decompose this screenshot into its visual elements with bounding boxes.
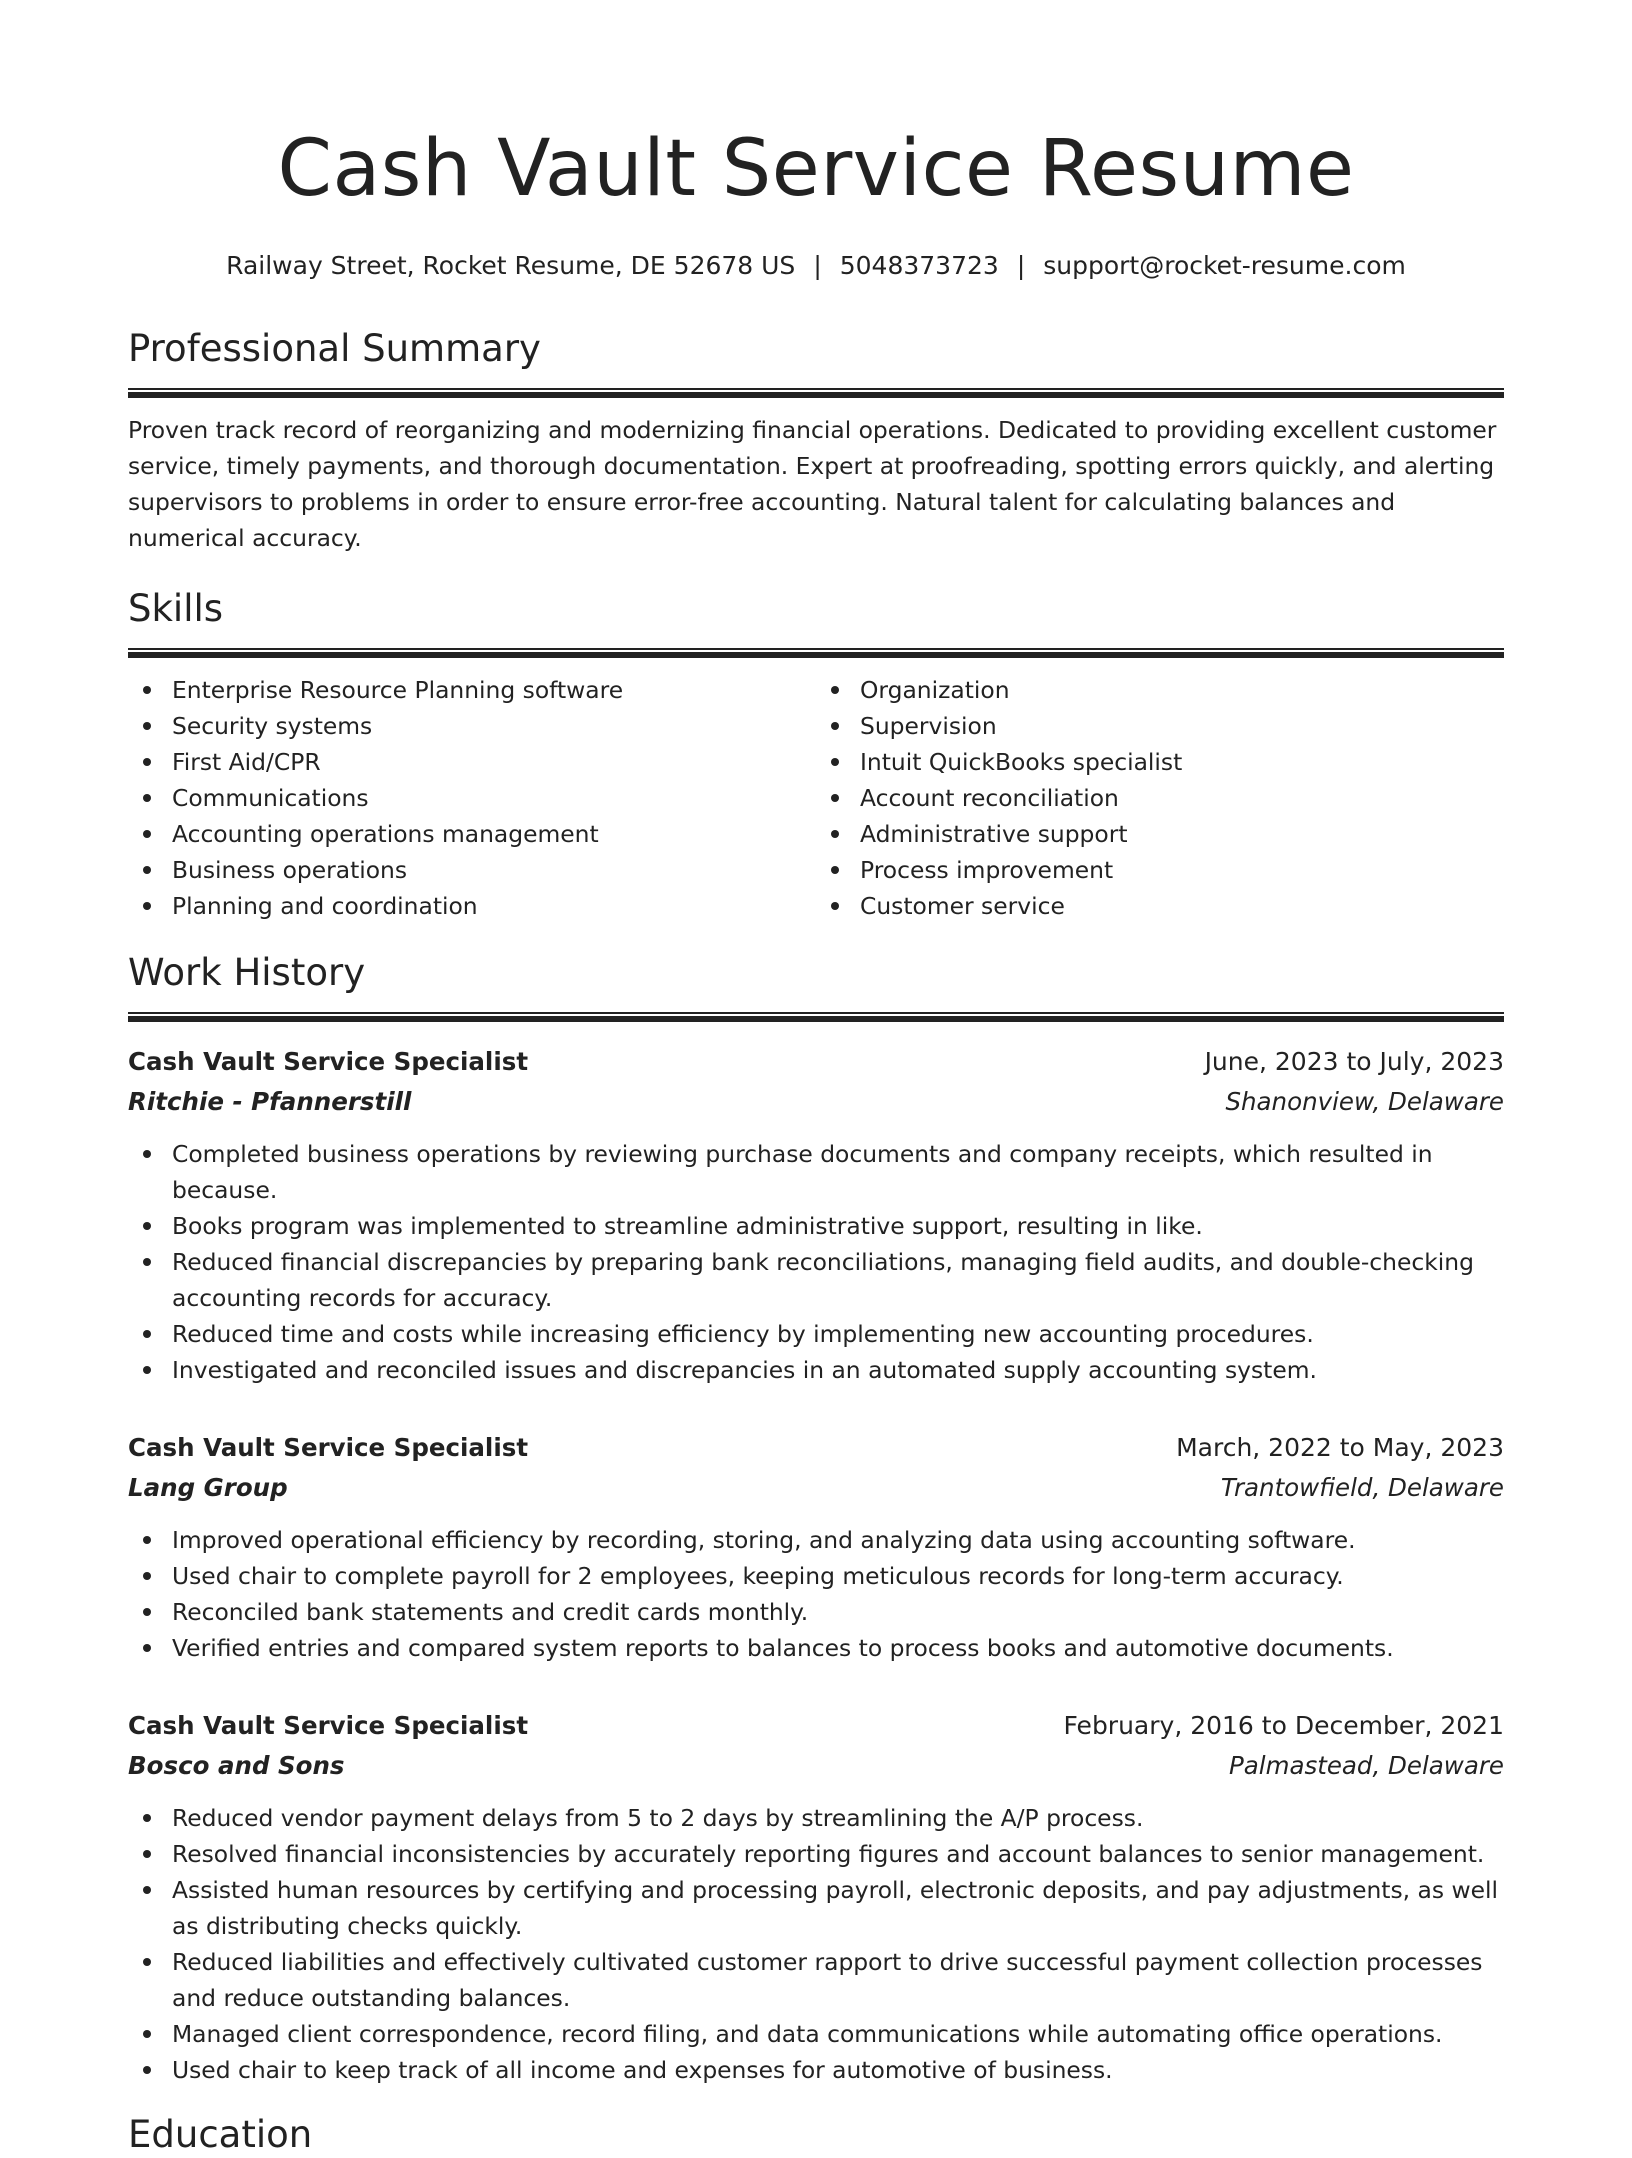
job-title: Cash Vault Service Specialist (128, 1711, 529, 1740)
job-location: Palmastead, Delaware (1228, 1751, 1504, 1780)
skill-item: Enterprise Resource Planning software (128, 672, 816, 708)
job-entry (128, 1706, 1504, 2088)
job-header (128, 1042, 1504, 1082)
job-bullets (128, 1136, 1504, 1388)
job-bullet: Resolved financial inconsistencies by accurately reporting figures and account balances to senior management. (128, 1836, 1504, 1872)
job-dates: March, 2022 to May, 2023 (1176, 1433, 1504, 1462)
job-bullets (128, 1800, 1504, 2088)
job-header (128, 1428, 1504, 1468)
skill-item: First Aid/CPR (128, 744, 816, 780)
job-bullet: Assisted human resources by certifying and processing payroll, electronic deposits, and pay adjustments, as well as distributing checks quickly. (128, 1872, 1504, 1944)
summary-text: Proven track record of reorganizing and modernizing financial operations. Dedicated to providing excellent customer service, timely payments, and thorough documentation. Expert at proofreading, spotting errors quickly, and alerting supervisors to problems in order to ensure error-free accounting. Natural talent for calculating balances and numerical accuracy. (128, 416, 1497, 552)
job-entry (128, 1042, 1504, 1388)
skill-item: Process improvement (816, 852, 1504, 888)
job-bullet: Used chair to keep track of all income and expenses for automotive of business. (128, 2052, 1504, 2088)
skill-item: Planning and coordination (128, 888, 816, 924)
skill-item: Account reconciliation (816, 780, 1504, 816)
job-bullet: Managed client correspondence, record filing, and data communications while automating office operations. (128, 2016, 1504, 2052)
job-bullet: Reduced financial discrepancies by preparing bank reconciliations, managing field audits, and double-checking accounting records for accuracy. (128, 1244, 1504, 1316)
job-bullet: Reduced liabilities and effectively cultivated customer rapport to drive successful payment collection processes and reduce outstanding balances. (128, 1944, 1504, 2016)
job-bullet: Reconciled bank statements and credit cards monthly. (128, 1594, 1504, 1630)
job-bullet: Used chair to complete payroll for 2 employees, keeping meticulous records for long-term accuracy. (128, 1558, 1504, 1594)
job-title: Cash Vault Service Specialist (128, 1433, 529, 1462)
job-dates: June, 2023 to July, 2023 (1204, 1047, 1504, 1076)
job-company: Ritchie - Pfannerstill (128, 1087, 412, 1116)
job-bullet: Investigated and reconciled issues and discrepancies in an automated supply accounting system. (128, 1352, 1504, 1388)
skill-item: Communications (128, 780, 816, 816)
contact-separator: | (1016, 251, 1026, 280)
contact-phone: 5048373723 (839, 251, 999, 280)
contact-separator: | (813, 251, 822, 280)
job-company: Lang Group (128, 1473, 288, 1502)
job-subheader (128, 1082, 1504, 1122)
contact-email: support@rocket-resume.com (1043, 251, 1406, 280)
job-subheader (128, 1746, 1504, 1786)
job-bullets (128, 1522, 1504, 1666)
work-history-heading: Work History (128, 951, 366, 994)
job-company: Bosco and Sons (128, 1751, 345, 1780)
job-entry (128, 1428, 1504, 1666)
section-divider (128, 388, 1504, 398)
skills-list-right (816, 672, 1504, 924)
resume-title: Cash Vault Service Resume (277, 124, 1355, 214)
section-divider (128, 648, 1504, 658)
job-bullet: Reduced vendor payment delays from 5 to 2 days by streamlining the A/P process. (128, 1800, 1504, 1836)
summary-heading: Professional Summary (128, 327, 541, 370)
job-subheader (128, 1468, 1504, 1508)
skill-item: Organization (816, 672, 1504, 708)
skill-item: Accounting operations management (128, 816, 816, 852)
job-bullet: Reduced time and costs while increasing efficiency by implementing new accounting procedures. (128, 1316, 1504, 1352)
job-bullet: Verified entries and compared system reports to balances to process books and automotive documents. (128, 1630, 1504, 1666)
job-dates: February, 2016 to December, 2021 (1063, 1711, 1504, 1740)
job-location: Trantowfield, Delaware (1220, 1473, 1504, 1502)
skills-heading: Skills (128, 587, 224, 630)
skills-list-left (128, 672, 816, 924)
skills-columns (128, 672, 1504, 924)
job-bullet: Books program was implemented to streamline administrative support, resulting in like. (128, 1208, 1504, 1244)
skill-item: Business operations (128, 852, 816, 888)
education-heading: Education (128, 2113, 313, 2156)
job-header (128, 1706, 1504, 1746)
section-divider (128, 1012, 1504, 1022)
job-location: Shanonview, Delaware (1225, 1087, 1504, 1116)
skill-item: Security systems (128, 708, 816, 744)
skill-item: Administrative support (816, 816, 1504, 852)
skill-item: Customer service (816, 888, 1504, 924)
skill-item: Intuit QuickBooks specialist (816, 744, 1504, 780)
skill-item: Supervision (816, 708, 1504, 744)
contact-line (128, 250, 1504, 282)
contact-address: Railway Street, Rocket Resume, DE 52678 US (226, 251, 796, 280)
job-bullet: Improved operational efficiency by recording, storing, and analyzing data using accounting software. (128, 1522, 1504, 1558)
job-bullet: Completed business operations by reviewing purchase documents and company receipts, which resulted in because. (128, 1136, 1504, 1208)
job-title: Cash Vault Service Specialist (128, 1047, 529, 1076)
